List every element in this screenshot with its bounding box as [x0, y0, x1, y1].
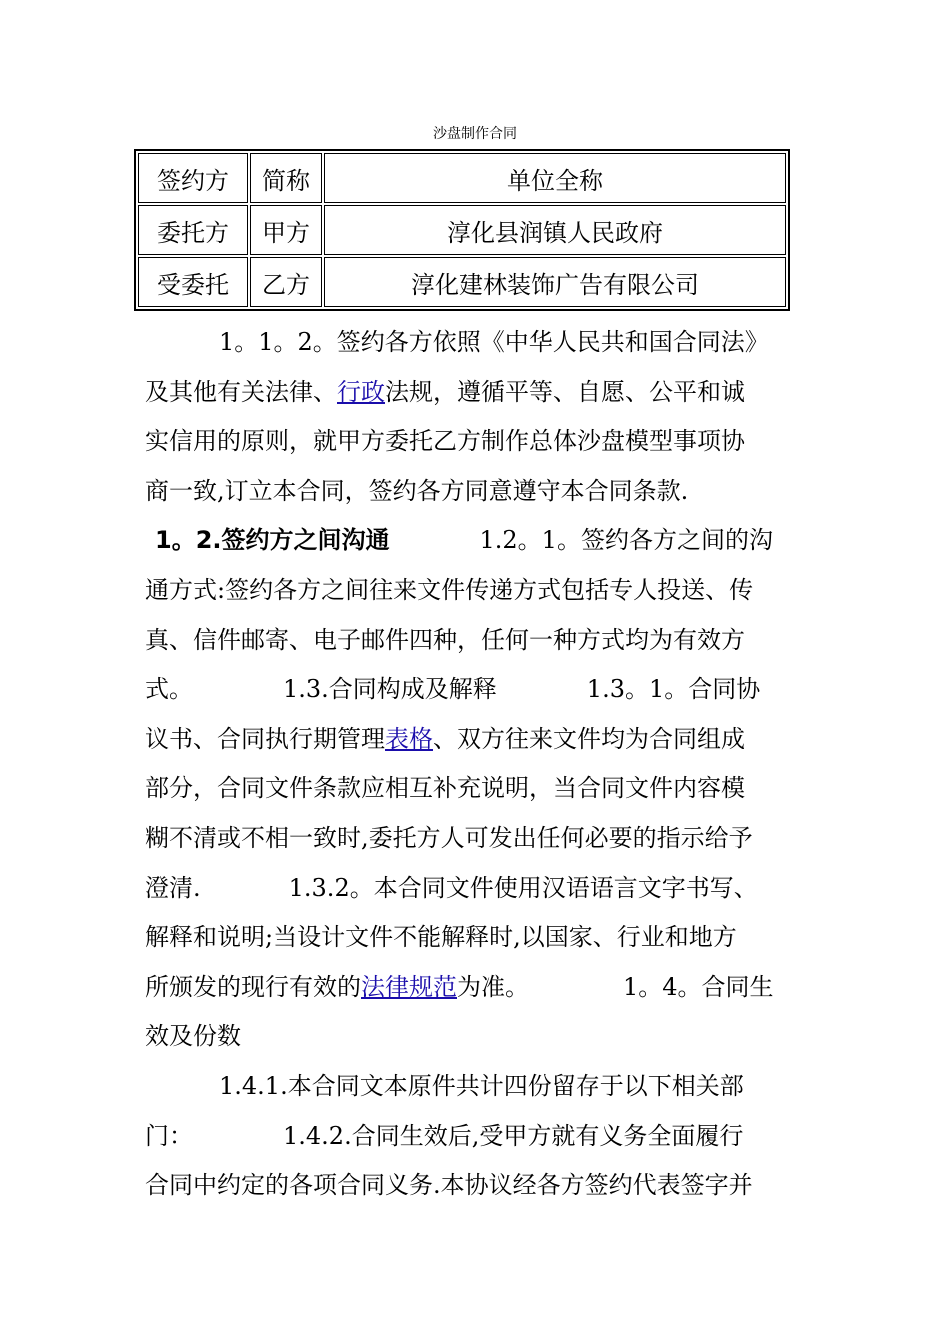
- paragraph-line: [145, 963, 805, 1013]
- text-segment: 澄清.: [145, 873, 201, 902]
- link-biaoge[interactable]: 表格: [385, 724, 433, 753]
- paragraph-line: [145, 715, 805, 765]
- paragraph-line: [145, 864, 805, 914]
- paragraph-line: 真、信件邮寄、电子邮件四种，任何一种方式均为有效方: [145, 625, 745, 654]
- text-segment: 1.3.2。本合同文件使用汉语语言文字书写、: [288, 873, 758, 902]
- parties-table: [134, 149, 790, 311]
- paragraph-line: [145, 1112, 805, 1162]
- text-segment: 、双方往来文件均为合同组成: [433, 724, 745, 753]
- text-segment: 及其他有关法律、: [145, 377, 337, 406]
- text-segment: 1.3.合同构成及解释: [283, 675, 497, 704]
- text-segment: 1。4。合同生: [623, 972, 774, 1001]
- paragraph-line: 1。1。2。签约各方依照《中华人民共和国合同法》: [219, 328, 769, 356]
- paragraph-line: 效及份数: [145, 1022, 241, 1051]
- contract-body: [145, 318, 805, 1211]
- document-title: 沙盘制作合同: [433, 126, 517, 142]
- link-xingzheng[interactable]: 行政: [337, 377, 385, 406]
- text-segment: 为准。: [457, 972, 529, 1001]
- paragraph-line: 部分，合同文件条款应相互补充说明，当合同文件内容模: [145, 774, 745, 803]
- paragraph-line: 通方式:签约各方之间往来文件传递方式包括专人投送、传: [145, 575, 754, 604]
- paragraph-line: [145, 516, 805, 566]
- table-header-row: [138, 153, 786, 203]
- paragraph-line: 商一致,订立本合同，签约各方同意遵守本合同条款.: [145, 476, 689, 505]
- text-segment: 1.2。1。签约各方之间的沟: [479, 526, 773, 555]
- paragraph-line: [145, 665, 805, 715]
- table-cell: 受委托: [138, 257, 248, 307]
- link-falvguifan[interactable]: 法律规范: [361, 972, 457, 1001]
- table-row: [138, 257, 786, 307]
- table-row: [138, 205, 786, 255]
- table-header-cell: 签约方: [138, 153, 248, 203]
- table-cell: 甲方: [250, 205, 322, 255]
- text-segment: 议书、合同执行期管理: [145, 724, 385, 753]
- text-segment: 1.3。1。合同协: [586, 675, 761, 704]
- text-segment: 所颁发的现行有效的: [145, 972, 361, 1001]
- table-header-cell: 单位全称: [324, 153, 786, 203]
- table-cell: 淳化县润镇人民政府: [324, 205, 786, 255]
- text-segment: 门：: [145, 1121, 193, 1150]
- table-cell: 委托方: [138, 205, 248, 255]
- section-heading: 1。2.签约方之间沟通: [155, 526, 390, 555]
- paragraph-line: 糊不清或不相一致时,委托方人可发出任何必要的指示给予: [145, 823, 753, 852]
- table-cell: 乙方: [250, 257, 322, 307]
- paragraph-line: [145, 368, 805, 418]
- table-header-cell: 简称: [250, 153, 322, 203]
- paragraph-line: 实信用的原则，就甲方委托乙方制作总体沙盘模型事项协: [145, 427, 745, 456]
- text-segment: 法规，遵循平等、自愿、公平和诚: [385, 377, 745, 406]
- table-cell: 淳化建林装饰广告有限公司: [324, 257, 786, 307]
- paragraph-line: 解释和说明;当设计文件不能解释时,以国家、行业和地方: [145, 923, 737, 952]
- paragraph-line: 1.4.1.本合同文本原件共计四份留存于以下相关部: [219, 1071, 744, 1100]
- text-segment: 1.4.2.合同生效后,受甲方就有义务全面履行: [283, 1121, 744, 1150]
- paragraph-line: 合同中约定的各项合同义务.本协议经各方签约代表签字并: [145, 1171, 753, 1200]
- text-segment: 式。: [145, 675, 193, 704]
